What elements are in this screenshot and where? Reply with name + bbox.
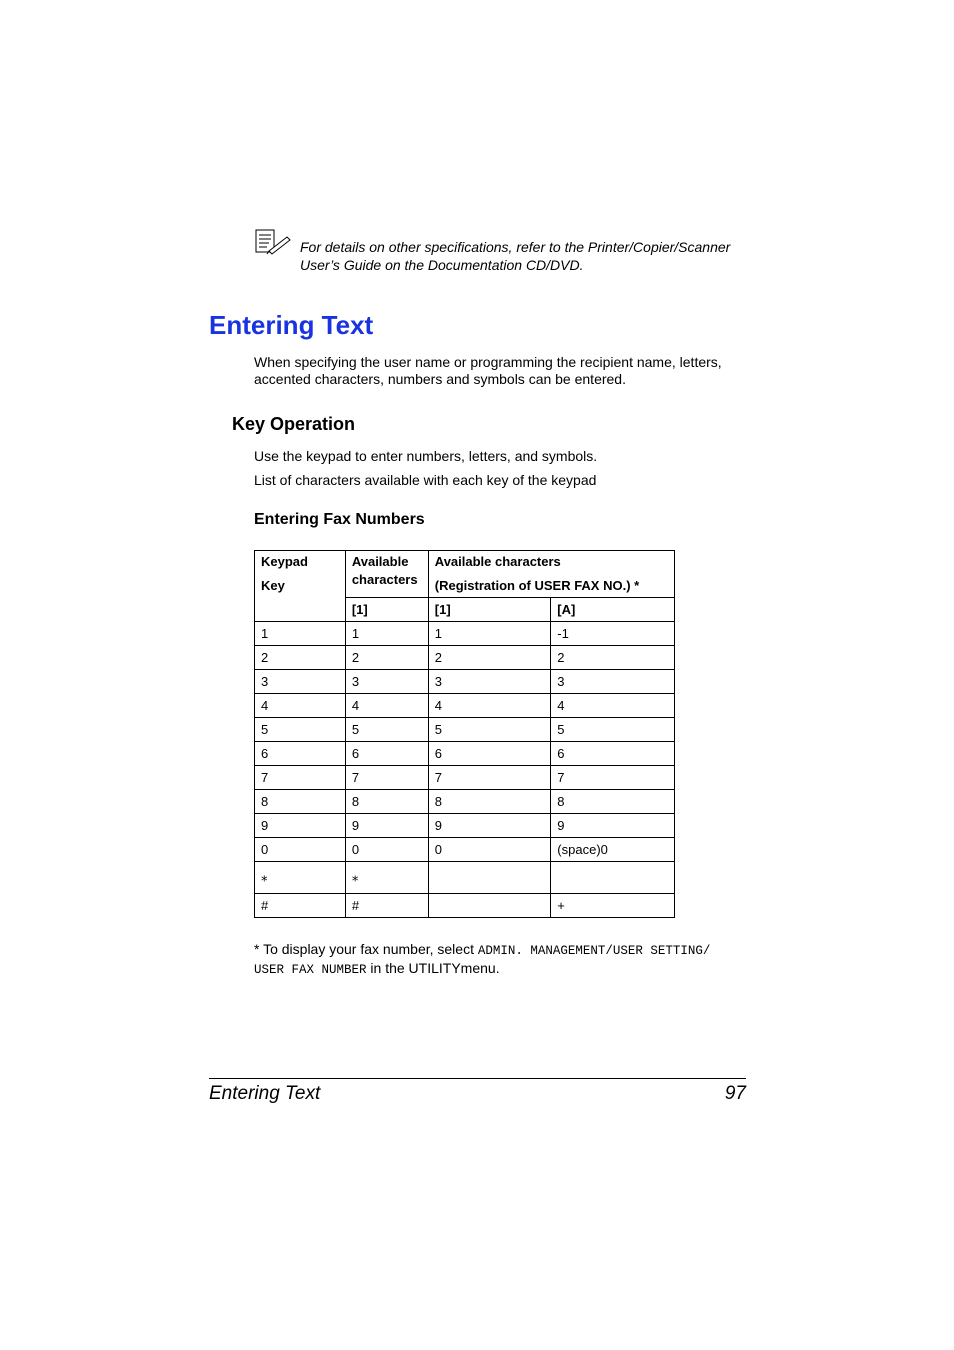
table-cell: 3 xyxy=(255,670,346,694)
table-cell: 7 xyxy=(551,766,675,790)
intro-paragraph: When specifying the user name or programming the recipient name, letters, accented characters, numbers and symbols can be entered. xyxy=(254,354,722,387)
footer-title: Entering Text xyxy=(209,1083,321,1104)
table-cell: 4 xyxy=(255,694,346,718)
header-available-registration xyxy=(428,551,674,598)
table-cell: 9 xyxy=(551,814,675,838)
section-paragraph-2: List of characters available with each key of the keypad xyxy=(254,472,597,488)
table-cell: 1 xyxy=(345,622,428,646)
table-cell: 9 xyxy=(255,814,346,838)
table-cell: 6 xyxy=(255,742,346,766)
table-cell xyxy=(428,862,551,894)
table-row xyxy=(255,790,675,814)
table-cell: 0 xyxy=(255,838,346,862)
table-row xyxy=(255,742,675,766)
table-row xyxy=(255,838,675,862)
table-cell: 4 xyxy=(428,694,551,718)
footnote xyxy=(254,941,764,979)
table-cell: 5 xyxy=(551,718,675,742)
header-keypad: Keypad xyxy=(261,554,308,569)
table-row xyxy=(255,894,675,918)
table-cell: 9 xyxy=(345,814,428,838)
table-row xyxy=(255,622,675,646)
subheader-cell: [A] xyxy=(551,598,675,622)
table-cell: 8 xyxy=(551,790,675,814)
table-cell: ⁎ xyxy=(255,862,346,894)
table-cell: 4 xyxy=(551,694,675,718)
footnote-path-line2: USER FAX NUMBER xyxy=(254,963,367,977)
header-available: Available characters xyxy=(345,551,428,598)
table-row xyxy=(255,670,675,694)
table-cell: 8 xyxy=(428,790,551,814)
table-cell: -1 xyxy=(551,622,675,646)
subsection-title: Entering Fax Numbers xyxy=(254,511,425,528)
table-row xyxy=(255,862,675,894)
table-cell: 7 xyxy=(428,766,551,790)
table-cell: 0 xyxy=(345,838,428,862)
table-cell: 5 xyxy=(428,718,551,742)
page-number: 97 xyxy=(724,1083,746,1104)
footnote-suffix: in the UTILITYmenu. xyxy=(366,960,500,976)
subheader-cell: [1] xyxy=(428,598,551,622)
table-cell: 3 xyxy=(428,670,551,694)
table-cell: 6 xyxy=(345,742,428,766)
section-title: Key Operation xyxy=(232,414,356,434)
keypad-characters-table xyxy=(254,550,675,918)
table-cell: 5 xyxy=(255,718,346,742)
page-title: Entering Text xyxy=(209,310,374,340)
table-cell: 6 xyxy=(551,742,675,766)
table-row xyxy=(255,646,675,670)
table-row xyxy=(255,814,675,838)
footnote-path-line1: ADMIN. MANAGEMENT/USER SETTING/ xyxy=(477,944,711,958)
footer-divider xyxy=(209,1078,746,1079)
header-available-reg-line1: Available characters xyxy=(434,554,561,569)
table-cell xyxy=(551,862,675,894)
table-cell: 9 xyxy=(428,814,551,838)
table-cell: 4 xyxy=(345,694,428,718)
table-cell: 2 xyxy=(551,646,675,670)
table-cell: 3 xyxy=(551,670,675,694)
table-cell: 1 xyxy=(255,622,346,646)
table-cell: 3 xyxy=(345,670,428,694)
table-row xyxy=(255,766,675,790)
note-text: For details on other specifications, refer to the Printer/Copier/Scanner User’s Guide on the Documentation CD/DVD. xyxy=(300,239,731,273)
footnote-prefix: * To display your fax number, select xyxy=(254,941,478,957)
table-cell: + xyxy=(551,894,675,918)
table-row xyxy=(255,694,675,718)
table-cell: (space)0 xyxy=(551,838,675,862)
table-cell: 0 xyxy=(428,838,551,862)
table-cell xyxy=(428,894,551,918)
table-cell: 2 xyxy=(345,646,428,670)
table-cell: 8 xyxy=(255,790,346,814)
header-keypad-key xyxy=(255,551,346,622)
table-cell: 7 xyxy=(345,766,428,790)
table-cell: 7 xyxy=(255,766,346,790)
table-header-row xyxy=(255,551,675,598)
header-available-reg-line2: (Registration of USER FAX NO.) * xyxy=(434,578,640,593)
section-paragraph-1: Use the keypad to enter numbers, letters, and symbols. xyxy=(254,448,598,464)
table-cell: 2 xyxy=(255,646,346,670)
table-cell: 6 xyxy=(428,742,551,766)
table-cell: # xyxy=(345,894,428,918)
subheader-cell: [1] xyxy=(345,598,428,622)
table-cell: 5 xyxy=(345,718,428,742)
table-cell: 2 xyxy=(428,646,551,670)
table-cell: ⁎ xyxy=(345,862,428,894)
table-row xyxy=(255,718,675,742)
table-cell: 1 xyxy=(428,622,551,646)
table-cell: 8 xyxy=(345,790,428,814)
note-pencil-icon xyxy=(255,229,291,255)
table-cell: # xyxy=(255,894,346,918)
header-key: Key xyxy=(261,578,285,593)
